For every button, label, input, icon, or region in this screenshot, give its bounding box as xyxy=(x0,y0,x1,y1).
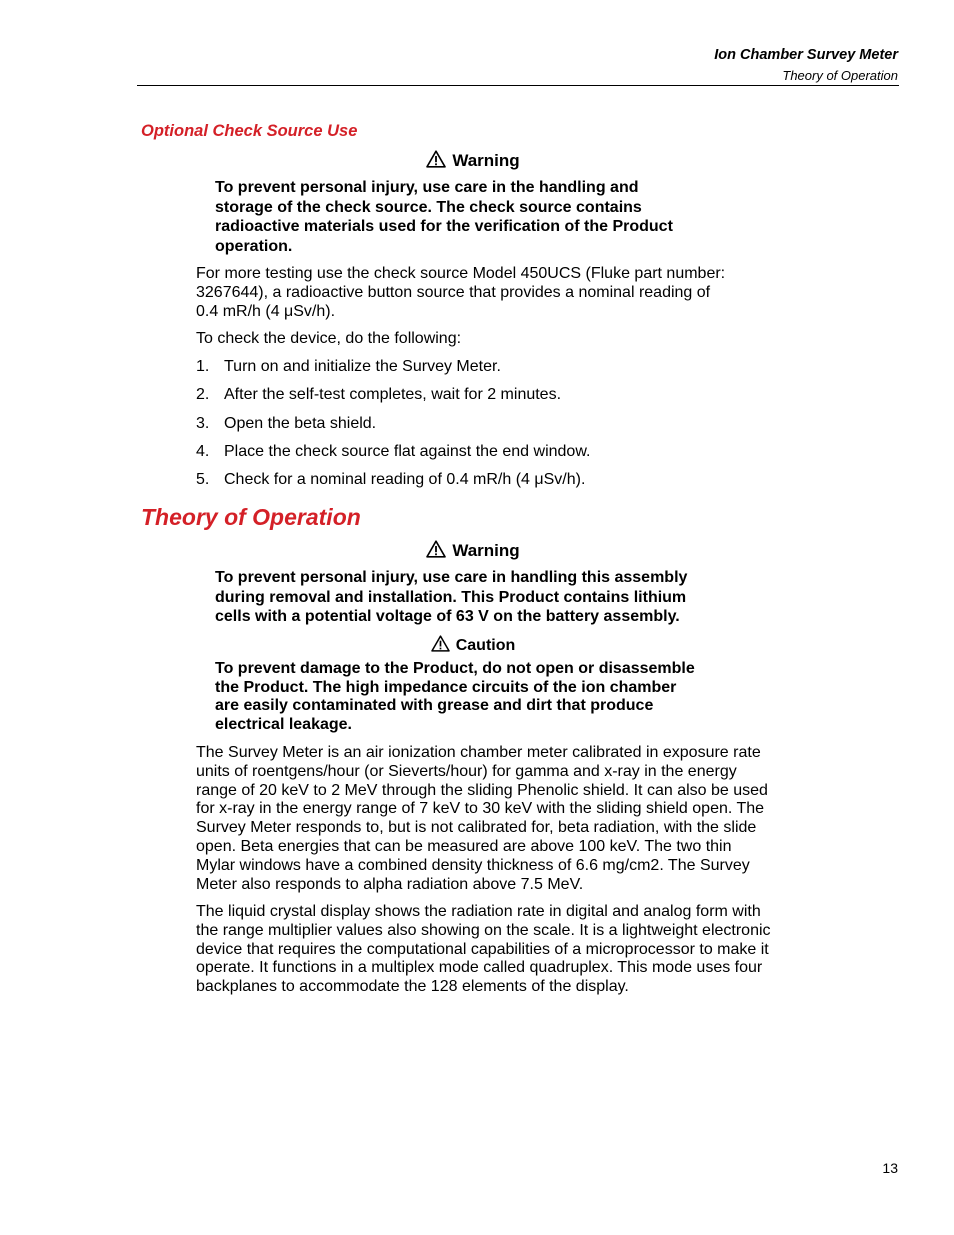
paragraph-line: The liquid crystal display shows the radiation rate in digital and analog form with xyxy=(196,903,761,920)
warning-text xyxy=(215,568,735,627)
warning-line: during removal and installation. This Product contains lithium xyxy=(215,588,687,606)
step-text: After the self-test completes, wait for 2 minutes. xyxy=(224,386,562,403)
list-item xyxy=(196,471,585,489)
paragraph-line: Survey Meter responds to, but is not calibrated for, beta radiation, with the slide xyxy=(196,819,757,837)
paragraph-line: for x-ray in the energy range of 7 keV to 30 keV with the sliding shield open. The xyxy=(196,800,765,818)
warning-line: To prevent personal injury, use care in the handling and xyxy=(215,179,639,196)
section-heading: Optional Check Source Use xyxy=(141,122,358,140)
warning-line: radioactive materials used for the verification of the Product xyxy=(215,218,673,235)
paragraph-line: open. Beta energies that can be measured are above 100 keV. The two thin xyxy=(196,837,732,855)
warning-triangle-icon xyxy=(426,540,446,558)
paragraph-line: Mylar windows have a combined density thickness of 6.6 mg/cm2. The Survey xyxy=(196,856,750,874)
body-paragraph xyxy=(196,903,821,997)
paragraph-line: device that requires the computational capabilities of a microprocessor to make it xyxy=(196,940,769,958)
paragraph-line: operate. It functions in a multiplex mode called quadruplex. This mode uses four xyxy=(196,959,763,977)
caution-line: electrical leakage. xyxy=(215,715,352,733)
page-number: 13 xyxy=(882,1160,898,1176)
list-item xyxy=(196,443,590,461)
warning-label: Warning xyxy=(452,151,520,170)
paragraph-line: units of roentgens/hour (or Sieverts/hour) for gamma and x-ray in the energy xyxy=(196,762,737,780)
step-number: 1. xyxy=(196,358,210,375)
step-text: Open the beta shield. xyxy=(224,415,377,432)
warning-line: operation. xyxy=(215,237,293,255)
warning-heading xyxy=(215,150,731,171)
paragraph-line: the range multiplier values also showing on the scale. It is a lightweight electronic xyxy=(196,921,771,939)
step-number: 3. xyxy=(196,415,210,432)
step-text: Turn on and initialize the Survey Meter. xyxy=(224,358,501,375)
caution-line: the Product. The high impedance circuits of the ion chamber xyxy=(215,678,677,696)
body-paragraph xyxy=(196,744,821,894)
paragraph-line: 3267644), a radioactive button source that provides a nominal reading of xyxy=(196,283,711,301)
step-number: 5. xyxy=(196,471,210,488)
caution-line: are easily contaminated with grease and dirt that produce xyxy=(215,697,654,715)
paragraph-line: range of 20 keV to 2 MeV through the sliding Phenolic shield. It can also be used xyxy=(196,781,768,799)
list-item xyxy=(196,358,501,376)
paragraph-line: Meter also responds to alpha radiation above 7.5 MeV. xyxy=(196,875,584,893)
caution-text xyxy=(215,660,735,734)
warning-heading xyxy=(215,540,731,561)
caution-triangle-icon xyxy=(431,635,450,652)
procedure-lead: To check the device, do the following: xyxy=(196,330,462,347)
list-item xyxy=(196,415,376,433)
caution-line: To prevent damage to the Product, do not open or disassemble xyxy=(215,660,695,677)
running-header-title: Ion Chamber Survey Meter xyxy=(714,47,898,63)
warning-line: storage of the check source. The check source contains xyxy=(215,198,642,216)
warning-line: To prevent personal injury, use care in handling this assembly xyxy=(215,569,688,586)
warning-text xyxy=(215,178,735,256)
paragraph-line: For more testing use the check source Model 450UCS (Fluke part number: xyxy=(196,265,726,282)
step-number: 2. xyxy=(196,386,210,403)
step-number: 4. xyxy=(196,443,210,460)
paragraph-line: 0.4 mR/h (4 μSv/h). xyxy=(196,302,336,320)
list-item xyxy=(196,386,561,404)
chapter-heading: Theory of Operation xyxy=(141,504,361,530)
warning-line: cells with a potential voltage of 63 V on the battery assembly. xyxy=(215,608,680,625)
caution-label: Caution xyxy=(455,637,516,654)
paragraph-line: backplanes to accommodate the 128 elements of the display. xyxy=(196,978,629,996)
intro-paragraph xyxy=(196,265,821,321)
step-text: Place the check source flat against the end window. xyxy=(224,443,591,460)
paragraph-line: The Survey Meter is an air ionization chamber meter calibrated in exposure rate xyxy=(196,744,761,761)
warning-triangle-icon xyxy=(426,150,446,168)
header-rule xyxy=(137,85,899,86)
step-text: Check for a nominal reading of 0.4 mR/h (4 μSv/h). xyxy=(224,471,586,488)
caution-heading xyxy=(215,635,731,655)
running-header-subtitle: Theory of Operation xyxy=(782,68,898,83)
warning-label: Warning xyxy=(452,541,520,560)
